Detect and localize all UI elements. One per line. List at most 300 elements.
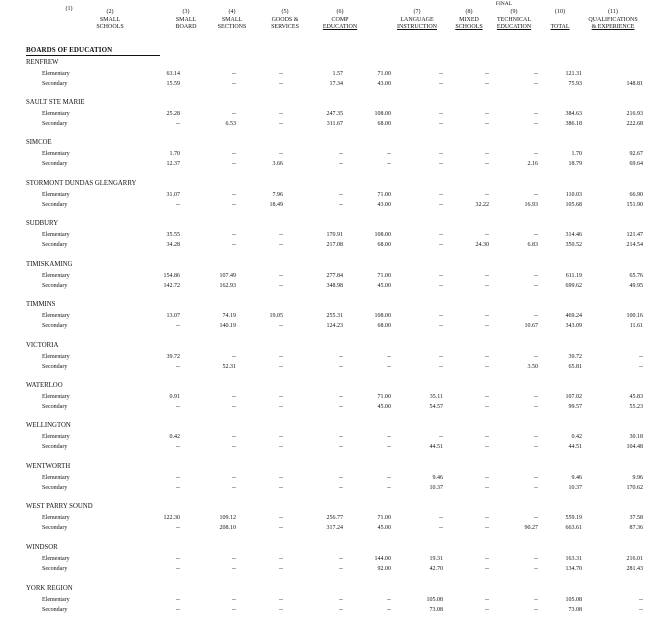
column-label-line: SMALL: [99, 16, 121, 23]
table-row: [0, 242, 658, 252]
row-label: Elementary: [42, 232, 70, 238]
board-block: [0, 503, 658, 543]
table-row: [0, 566, 658, 576]
table-cell: 6.83: [527, 242, 538, 248]
final-label: FINAL: [495, 1, 513, 7]
table-cell: --: [387, 354, 391, 360]
board-name: WELLINGTON: [26, 422, 71, 429]
table-cell: 44.51: [568, 444, 582, 450]
table-cell: --: [279, 354, 283, 360]
table-cell: 32.22: [475, 202, 489, 208]
table-cell: 39.72: [166, 354, 180, 360]
board-block: [0, 422, 658, 462]
table-cell: --: [485, 394, 489, 400]
table-cell: --: [279, 242, 283, 248]
table-cell: 3.66: [272, 161, 283, 167]
table-cell: 92.67: [629, 151, 643, 157]
row-label: Secondary: [42, 202, 68, 208]
column-label-line: SMALL: [221, 16, 243, 23]
board-name: WENTWORTH: [26, 463, 71, 470]
table-cell: --: [279, 323, 283, 329]
row-label: Secondary: [42, 404, 68, 410]
board-name: WINDSOR: [26, 544, 58, 551]
table-cell: --: [534, 607, 538, 613]
table-cell: --: [387, 444, 391, 450]
row-label: Secondary: [42, 161, 68, 167]
board-name: SIMCOE: [26, 139, 52, 146]
table-cell: --: [387, 597, 391, 603]
table-cell: 144.00: [374, 556, 391, 562]
column-header-2: [96, 9, 123, 32]
board-block: [0, 544, 658, 584]
table-cell: --: [232, 71, 236, 77]
table-cell: 255.31: [326, 313, 343, 319]
table-row: [0, 283, 658, 293]
board-name: STORMONT DUNDAS GLENGARRY: [26, 180, 137, 187]
table-cell: 163.31: [565, 556, 582, 562]
table-cell: --: [534, 192, 538, 198]
table-cell: 469.24: [565, 313, 582, 319]
column-header-7: [397, 9, 437, 32]
table-cell: --: [439, 323, 443, 329]
table-cell: --: [534, 475, 538, 481]
table-row: [0, 525, 658, 535]
table-row: [0, 81, 658, 91]
table-cell: --: [439, 111, 443, 117]
table-cell: --: [279, 597, 283, 603]
table-cell: 343.09: [565, 323, 582, 329]
table-row: [0, 354, 658, 364]
table-cell: 386.18: [565, 121, 582, 127]
table-cell: --: [387, 607, 391, 613]
table-cell: 66.90: [629, 192, 643, 198]
column-label-line: SMALL: [175, 16, 197, 23]
table-cell: --: [279, 394, 283, 400]
board-name: TIMISKAMING: [26, 261, 73, 268]
column-label-line: COMP: [331, 16, 349, 23]
row-label: Elementary: [42, 354, 70, 360]
table-cell: 247.35: [326, 111, 343, 117]
table-cell: 71.00: [377, 394, 391, 400]
table-cell: 124.23: [326, 323, 343, 329]
column-label-line: TECHNICAL: [497, 16, 531, 23]
table-cell: --: [279, 607, 283, 613]
table-row: [0, 434, 658, 444]
table-cell: 105.08: [426, 597, 443, 603]
table-cell: 107.49: [219, 273, 236, 279]
table-cell: 71.00: [377, 71, 391, 77]
board-name: YORK REGION: [26, 585, 73, 592]
table-row: [0, 364, 658, 374]
table-cell: 121.47: [626, 232, 643, 238]
table-cell: --: [639, 364, 643, 370]
table-cell: 109.12: [219, 515, 236, 521]
board-block: [0, 139, 658, 179]
table-cell: 35.11: [429, 394, 443, 400]
row-label: Secondary: [42, 485, 68, 491]
table-cell: 1.70: [169, 151, 180, 157]
table-cell: --: [339, 151, 343, 157]
table-cell: 110.03: [565, 192, 582, 198]
table-cell: 1.70: [571, 151, 582, 157]
table-cell: 74.19: [222, 313, 236, 319]
table-cell: --: [279, 111, 283, 117]
table-cell: --: [176, 323, 180, 329]
table-cell: 69.64: [629, 161, 643, 167]
table-cell: --: [279, 232, 283, 238]
table-cell: --: [176, 475, 180, 481]
table-cell: --: [485, 525, 489, 531]
column-label-line: EDUCATION: [496, 24, 532, 30]
table-cell: --: [439, 192, 443, 198]
table-cell: 0.42: [571, 434, 582, 440]
row-label: Secondary: [42, 364, 68, 370]
table-cell: --: [534, 485, 538, 491]
table-cell: --: [485, 232, 489, 238]
table-cell: --: [232, 607, 236, 613]
table-cell: --: [485, 121, 489, 127]
column-label-line: MIXED: [459, 16, 479, 23]
table-cell: 25.28: [166, 111, 180, 117]
table-cell: 122.30: [163, 515, 180, 521]
table-cell: --: [339, 354, 343, 360]
table-cell: 256.77: [326, 515, 343, 521]
table-cell: --: [534, 313, 538, 319]
table-cell: 107.02: [565, 394, 582, 400]
column-label-line: INSTRUCTION: [397, 24, 437, 30]
table-cell: 222.68: [626, 121, 643, 127]
table-cell: --: [485, 485, 489, 491]
table-cell: --: [439, 364, 443, 370]
row-label: Elementary: [42, 151, 70, 157]
table-cell: --: [232, 151, 236, 157]
table-cell: --: [279, 475, 283, 481]
table-cell: --: [534, 232, 538, 238]
table-cell: --: [279, 151, 283, 157]
table-cell: 663.61: [565, 525, 582, 531]
table-row: [0, 475, 658, 485]
table-row: [0, 394, 658, 404]
table-cell: --: [176, 202, 180, 208]
table-cell: 216.01: [626, 556, 643, 562]
table-row: [0, 485, 658, 495]
column-label-line: EDUCATION: [322, 24, 358, 30]
table-cell: --: [387, 434, 391, 440]
column-1-header: (1): [65, 6, 73, 12]
table-cell: 140.19: [219, 323, 236, 329]
table-cell: --: [639, 597, 643, 603]
table-cell: --: [232, 475, 236, 481]
column-number: (5): [281, 9, 289, 15]
table-cell: --: [534, 81, 538, 87]
board-block: [0, 99, 658, 139]
table-cell: 311.67: [326, 121, 343, 127]
table-cell: --: [485, 404, 489, 410]
table-cell: 55.23: [629, 404, 643, 410]
table-cell: --: [176, 404, 180, 410]
table-row: [0, 232, 658, 242]
table-cell: 19.05: [269, 313, 283, 319]
table-cell: 100.16: [626, 313, 643, 319]
table-cell: 90.27: [524, 525, 538, 531]
table-cell: --: [279, 525, 283, 531]
column-label-line: QUALIFICATIONS: [588, 16, 638, 23]
column-number: (7): [413, 9, 421, 15]
table-cell: --: [232, 192, 236, 198]
table-cell: 99.57: [568, 404, 582, 410]
table-cell: 68.00: [377, 121, 391, 127]
table-cell: 170.91: [326, 232, 343, 238]
column-number: (8): [465, 9, 473, 15]
table-cell: 68.00: [377, 242, 391, 248]
table-cell: --: [339, 394, 343, 400]
column-label-line: TOTAL: [550, 24, 570, 30]
row-label: Secondary: [42, 444, 68, 450]
table-cell: 348.98: [326, 283, 343, 289]
table-cell: 559.19: [565, 515, 582, 521]
row-label: Secondary: [42, 283, 68, 289]
table-row: [0, 313, 658, 323]
table-cell: --: [339, 364, 343, 370]
table-cell: --: [279, 364, 283, 370]
row-label: Elementary: [42, 475, 70, 481]
table-row: [0, 161, 658, 171]
table-cell: 19.31: [429, 556, 443, 562]
table-row: [0, 151, 658, 161]
table-cell: 0.42: [169, 434, 180, 440]
table-cell: 350.52: [565, 242, 582, 248]
table-cell: 45.00: [377, 283, 391, 289]
table-cell: --: [439, 232, 443, 238]
table-cell: --: [339, 192, 343, 198]
table-cell: 73.08: [568, 607, 582, 613]
table-cell: 154.86: [163, 273, 180, 279]
table-cell: --: [176, 525, 180, 531]
table-cell: --: [232, 111, 236, 117]
table-cell: --: [339, 475, 343, 481]
table-cell: 1.57: [332, 71, 343, 77]
table-row: [0, 607, 658, 617]
table-cell: 37.58: [629, 515, 643, 521]
column-header-5: [271, 9, 299, 32]
table-cell: --: [339, 444, 343, 450]
table-cell: --: [534, 434, 538, 440]
table-cell: --: [534, 556, 538, 562]
row-label: Elementary: [42, 313, 70, 319]
table-cell: --: [232, 81, 236, 87]
board-block: [0, 342, 658, 382]
table-cell: 9.46: [571, 475, 582, 481]
section-title: BOARDS OF EDUCATION: [26, 46, 113, 54]
table-cell: --: [279, 121, 283, 127]
table-cell: 281.43: [626, 566, 643, 572]
row-label: Secondary: [42, 566, 68, 572]
table-cell: --: [339, 556, 343, 562]
table-cell: --: [534, 111, 538, 117]
table-cell: 24.30: [475, 242, 489, 248]
row-label: Elementary: [42, 515, 70, 521]
table-cell: --: [279, 566, 283, 572]
table-cell: 92.00: [377, 566, 391, 572]
row-label: Elementary: [42, 556, 70, 562]
table-cell: --: [339, 607, 343, 613]
table-cell: --: [439, 313, 443, 319]
table-cell: --: [387, 475, 391, 481]
column-label-line: & EXPERIENCE: [591, 24, 635, 30]
column-header-3: [175, 9, 196, 32]
table-cell: --: [279, 71, 283, 77]
table-cell: 108.00: [374, 232, 391, 238]
table-cell: --: [387, 161, 391, 167]
table-cell: --: [534, 354, 538, 360]
table-cell: --: [279, 434, 283, 440]
table-cell: 52.31: [222, 364, 236, 370]
table-cell: 142.72: [163, 283, 180, 289]
column-header-8: [455, 9, 482, 32]
table-cell: --: [439, 71, 443, 77]
table-cell: --: [339, 404, 343, 410]
table-cell: --: [485, 566, 489, 572]
table-cell: --: [485, 607, 489, 613]
table-cell: 0.91: [169, 394, 180, 400]
table-cell: --: [387, 364, 391, 370]
table-cell: 45.83: [629, 394, 643, 400]
table-cell: --: [439, 81, 443, 87]
table-cell: --: [176, 444, 180, 450]
table-cell: --: [176, 556, 180, 562]
table-cell: --: [439, 515, 443, 521]
column-number: (4): [228, 9, 236, 15]
column-header-6: [323, 9, 357, 32]
table-cell: --: [339, 566, 343, 572]
table-cell: --: [534, 273, 538, 279]
table-cell: 108.00: [374, 111, 391, 117]
table-cell: --: [279, 273, 283, 279]
table-cell: --: [176, 597, 180, 603]
table-cell: 216.93: [626, 111, 643, 117]
table-cell: 105.68: [565, 202, 582, 208]
table-cell: 71.00: [377, 515, 391, 521]
table-cell: 217.08: [326, 242, 343, 248]
table-cell: 43.00: [377, 81, 391, 87]
table-cell: 277.84: [326, 273, 343, 279]
table-cell: --: [232, 242, 236, 248]
table-cell: --: [485, 556, 489, 562]
table-row: [0, 273, 658, 283]
column-number: (3): [182, 9, 190, 15]
section-title-underline: [26, 55, 160, 56]
table-row: [0, 192, 658, 202]
table-cell: --: [485, 283, 489, 289]
table-cell: --: [485, 323, 489, 329]
table-cell: 134.70: [565, 566, 582, 572]
board-block: [0, 261, 658, 301]
table-cell: --: [279, 515, 283, 521]
row-label: Elementary: [42, 273, 70, 279]
column-number: (10): [554, 9, 565, 15]
column-header-9: [497, 9, 531, 32]
table-cell: --: [485, 71, 489, 77]
table-cell: --: [439, 354, 443, 360]
board-name: WEST PARRY SOUND: [26, 503, 93, 510]
row-label: Elementary: [42, 111, 70, 117]
table-row: [0, 202, 658, 212]
table-cell: 162.93: [219, 283, 236, 289]
table-cell: 314.46: [565, 232, 582, 238]
table-row: [0, 111, 658, 121]
table-cell: --: [439, 121, 443, 127]
table-cell: 10.37: [429, 485, 443, 491]
table-cell: --: [279, 485, 283, 491]
table-cell: --: [485, 313, 489, 319]
table-cell: 104.48: [626, 444, 643, 450]
table-cell: 45.00: [377, 525, 391, 531]
table-cell: 54.57: [429, 404, 443, 410]
board-name: VICTORIA: [26, 342, 59, 349]
table-cell: --: [439, 161, 443, 167]
column-label-line: SCHOOLS: [455, 24, 483, 30]
row-label: Elementary: [42, 71, 70, 77]
table-cell: 611.19: [565, 273, 582, 279]
table-cell: --: [176, 364, 180, 370]
table-cell: --: [485, 161, 489, 167]
table-cell: 71.00: [377, 273, 391, 279]
board-block: [0, 585, 658, 625]
table-cell: --: [279, 444, 283, 450]
table-cell: 45.00: [377, 404, 391, 410]
row-label: Secondary: [42, 121, 68, 127]
table-cell: 87.36: [629, 525, 643, 531]
table-cell: --: [485, 81, 489, 87]
table-cell: --: [534, 121, 538, 127]
row-label: Elementary: [42, 597, 70, 603]
table-cell: --: [232, 394, 236, 400]
board-name: TIMMINS: [26, 301, 56, 308]
table-cell: 31.07: [166, 192, 180, 198]
table-cell: 63.14: [166, 71, 180, 77]
board-name: SAULT STE MARIE: [26, 99, 85, 106]
table-cell: 71.00: [377, 192, 391, 198]
table-cell: --: [176, 607, 180, 613]
table-cell: --: [485, 111, 489, 117]
table-cell: 7.96: [272, 192, 283, 198]
table-cell: 6.53: [225, 121, 236, 127]
table-cell: 9.46: [432, 475, 443, 481]
table-cell: --: [485, 364, 489, 370]
table-cell: 73.08: [429, 607, 443, 613]
table-cell: --: [232, 556, 236, 562]
table-cell: --: [534, 283, 538, 289]
table-cell: 121.31: [565, 71, 582, 77]
column-header-11: [588, 9, 637, 32]
table-cell: --: [639, 354, 643, 360]
table-cell: 317.24: [326, 525, 343, 531]
table-cell: --: [485, 151, 489, 157]
table-cell: --: [485, 273, 489, 279]
column-number: (11): [608, 9, 618, 15]
board-block: [0, 301, 658, 341]
column-header-10: [550, 9, 569, 32]
table-row: [0, 556, 658, 566]
table-cell: --: [339, 485, 343, 491]
board-block: [0, 180, 658, 220]
board-block: [0, 59, 658, 99]
table-cell: 65.76: [629, 273, 643, 279]
table-cell: 18.79: [568, 161, 582, 167]
table-cell: 108.00: [374, 313, 391, 319]
table-cell: --: [534, 597, 538, 603]
table-cell: 18.49: [269, 202, 283, 208]
